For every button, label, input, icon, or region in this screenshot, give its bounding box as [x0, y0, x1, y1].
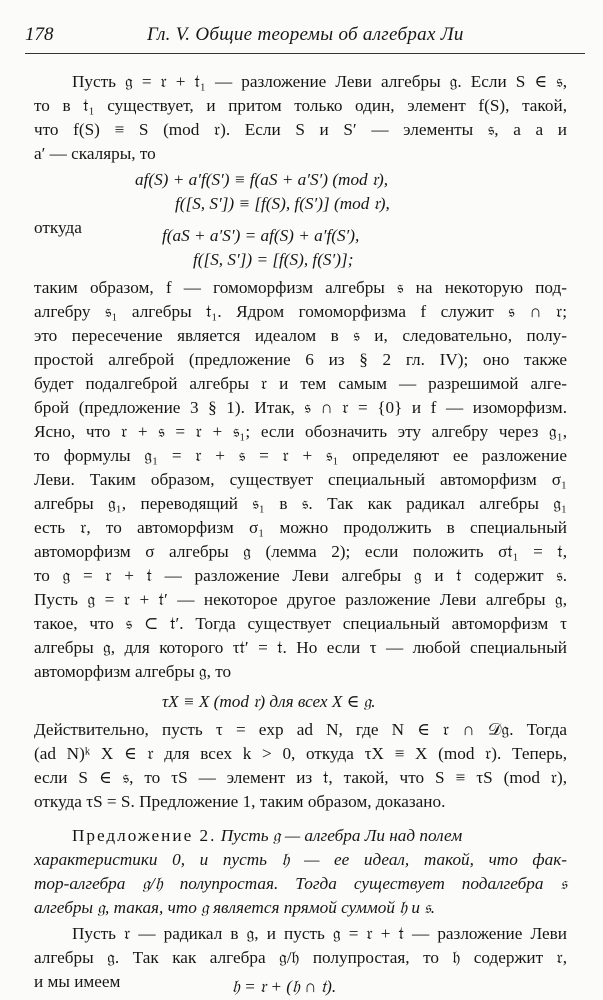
proposition-heading	[72, 824, 567, 848]
equation: f([S, S′]) ≡ [f(S), f(S′)] (mod 𝔯),	[175, 194, 390, 213]
text-line: Пусть 𝔤 = 𝔯 + 𝔱′ — некоторое другое разложение Леви алгебры 𝔤,	[34, 590, 567, 609]
text-line: Ясно, что 𝔯 + 𝔰 = 𝔯 + 𝔰₁; если обозначить эту алгебру через 𝔤₁,	[34, 422, 567, 441]
equation: f(aS + a′S′) = af(S) + a′f(S′),	[162, 226, 360, 245]
equation: τX ≡ X (mod 𝔯) для всех X ∈ 𝔤.	[162, 692, 376, 711]
text-line: Пусть 𝔤 = 𝔯 + 𝔱₁ — разложение Леви алгебры 𝔤. Если S ∈ 𝔰,	[72, 72, 567, 91]
text-line: Пусть 𝔯 — радикал в 𝔤, и пусть 𝔤 = 𝔯 + 𝔱 — разложение Леви	[72, 924, 567, 943]
text-line: a′ — скаляры, то	[34, 144, 156, 163]
text-line: простой алгеброй (предложение 6 из § 2 гл. IV); оно также	[34, 350, 567, 369]
text-line: то формулы 𝔤₁ = 𝔯 + 𝔰 = 𝔯 + 𝔰₁ определяют ее разложение	[34, 446, 567, 465]
text-line: и мы имеем	[34, 972, 121, 991]
text-line: алгебру 𝔰₁ алгебры 𝔱₁. Ядром гомоморфизма f служит 𝔰 ∩ 𝔯;	[34, 302, 567, 321]
proposition-text: Пусть 𝔤 — алгебра Ли над полем	[220, 826, 463, 845]
text-line: алгебры 𝔤, такая, что 𝔤 является прямой суммой 𝔥 и 𝔰.	[34, 898, 436, 917]
text-line: Леви. Таким образом, существует специальный автоморфизм σ₁	[34, 470, 567, 489]
text-line: такое, что 𝔰 ⊂ 𝔱′. Тогда существует специальный автоморфизм τ	[34, 614, 567, 633]
text-line: Действительно, пусть τ = exp ad N, где N ∈ 𝔯 ∩ 𝒟𝔤. Тогда	[34, 720, 567, 739]
running-header	[25, 22, 585, 50]
text-line: если S ∈ 𝔰, то τS — элемент из 𝔱, такой, что S ≡ τS (mod 𝔯),	[34, 768, 567, 787]
equation: f([S, S′]) = [f(S), f(S′)];	[193, 250, 354, 269]
text-line: есть 𝔯, то автоморфизм σ₁ можно продолжить в специальный	[34, 518, 567, 537]
text-line: откуда τS = S. Предложение 1, таким образом, доказано.	[34, 792, 446, 811]
text-line: будет подалгеброй алгебры 𝔯 и тем самым — разрешимой алге-	[34, 374, 567, 393]
text-line: брой (предложение 3 § 1). Итак, 𝔰 ∩ 𝔯 = {0} и f — изоморфизм.	[34, 398, 567, 417]
text-line: это пересечение является идеалом в 𝔰 и, следовательно, полу-	[34, 326, 567, 345]
text-line: то 𝔤 = 𝔯 + 𝔱 — разложение Леви алгебры 𝔤 и 𝔱 содержит 𝔰.	[34, 566, 567, 585]
text-line: характеристики 0, и пусть 𝔥 — ее идеал, такой, что фак-	[34, 850, 567, 869]
text-line: откуда	[34, 218, 82, 237]
running-title: Гл. V. Общие теоремы об алгебрах Ли	[147, 24, 464, 45]
text-line: автоморфизм σ алгебры 𝔤 (лемма 2); если положить σ𝔱₁ = 𝔱,	[34, 542, 567, 561]
equation: af(S) + a′f(S′) ≡ f(aS + a′S′) (mod 𝔯),	[135, 170, 389, 189]
text-line: алгебры 𝔤. Так как алгебра 𝔤/𝔥 полупростая, то 𝔥 содержит 𝔯,	[34, 948, 567, 967]
text-line: автоморфизм алгебры 𝔤, то	[34, 662, 232, 681]
text-line: таким образом, f — гомоморфизм алгебры 𝔰 на некоторую под-	[34, 278, 567, 297]
header-rule	[25, 53, 585, 54]
text-line: то в 𝔱₁ существует, и притом только один, элемент f(S), такой,	[34, 96, 567, 115]
proposition-label: Предложение 2.	[72, 826, 217, 845]
equation: 𝔥 = 𝔯 + (𝔥 ∩ 𝔱).	[232, 977, 337, 996]
page-number: 178	[25, 24, 54, 45]
text-line: (ad N)ᵏ X ∈ 𝔯 для всех k > 0, откуда τX ≡ X (mod 𝔯). Теперь,	[34, 744, 567, 763]
text-line: тор-алгебра 𝔤/𝔥 полупростая. Тогда существует подалгебра 𝔰	[34, 874, 567, 893]
text-line: алгебры 𝔤, для которого τ𝔱′ = 𝔱. Но если τ — любой специальный	[34, 638, 567, 657]
text-line: что f(S) ≡ S (mod 𝔯). Если S и S′ — элементы 𝔰, а a и	[34, 120, 567, 139]
text-line: алгебры 𝔤₁, переводящий 𝔰₁ в 𝔰. Так как радикал алгебры 𝔤₁	[34, 494, 567, 513]
